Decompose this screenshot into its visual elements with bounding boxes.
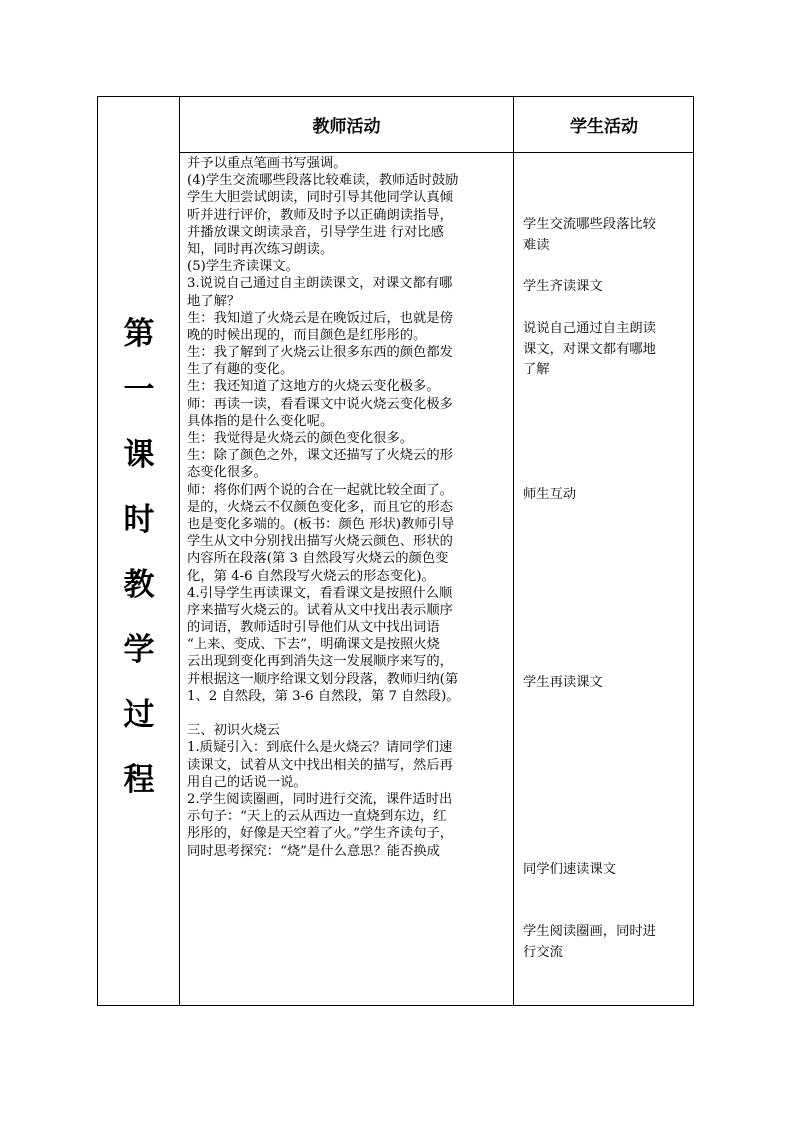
student-note-line: 同学们速读课文	[523, 862, 617, 877]
teacher-line: 同时思考探究：“烧”是什么意思？能否换成	[187, 843, 440, 859]
column-divider-right	[513, 97, 514, 1005]
teacher-line: 也是变化多端的。(板书：颜色 形状)教师引导	[187, 516, 455, 532]
side-label	[98, 97, 180, 1005]
teacher-line: 师：再读一读，看看课文中说火烧云变化极多	[187, 396, 453, 412]
teacher-line: 生：我还知道了这地方的火烧云变化极多。	[187, 379, 440, 395]
side-label-char: 程	[123, 762, 155, 798]
teacher-line: 生：我知道了火烧云是在晚饭过后，也就是傍	[187, 310, 453, 326]
teacher-line	[187, 705, 509, 722]
teacher-line: 4.引导学生再读课文，看看课文是按照什么顺	[187, 585, 453, 601]
teacher-line: 是的，火烧云不仅颜色变化多，而且它的形态	[187, 499, 453, 515]
student-note-line: 了解	[523, 362, 550, 377]
teacher-activity-header: 教师活动	[312, 117, 381, 137]
teacher-line: 3.说说自己通过自主朗读课文，对课文都有哪	[187, 276, 453, 292]
header-divider	[180, 152, 693, 153]
student-note-line: 学生齐读课文	[523, 279, 603, 294]
teacher-line: 学生大胆尝试朗读，同时引导其他同学认真倾	[187, 190, 453, 206]
student-note-line: 难读	[523, 237, 550, 253]
teacher-line: 学生从文中分别找出描写火烧云颜色、形状的	[187, 534, 453, 550]
student-note-line: 学生交流哪些段落比较	[523, 217, 656, 232]
teacher-line: 云出现到变化再到消失这一发展顺序来写的，	[187, 654, 453, 670]
teacher-line: 生：我觉得是火烧云的颜色变化很多。	[187, 431, 414, 446]
teacher-line: 生：我了解到了火烧云让很多东西的颜色都发	[187, 345, 453, 361]
teacher-line: 晚的时候出现的，而目颜色是红彤彤的。	[187, 327, 427, 343]
teacher-line: 并根据这一顺序给课文划分段落，教师归纳(第	[187, 671, 459, 687]
student-note	[523, 319, 691, 381]
teacher-line: (4)学生交流哪些段落比较难读，教师适时鼓励	[187, 173, 459, 189]
side-label-char: 课	[123, 437, 155, 473]
teacher-line: 知，同时再次练习朗读。	[187, 241, 334, 257]
side-label-char: 过	[123, 697, 155, 733]
student-note	[523, 673, 691, 694]
side-label-char: 一	[123, 372, 155, 408]
teacher-line: 化，第 4-6 自然段写火烧云的形态变化)。	[187, 568, 435, 584]
teacher-line: 生了有趣的变化。	[187, 362, 294, 378]
side-label-char: 教	[123, 567, 155, 603]
student-note	[523, 485, 691, 506]
teacher-line: 1、2 自然段，第 3-6 自然段，第 7 自然段)。	[187, 688, 460, 704]
student-note	[523, 860, 691, 881]
teacher-line: (5)学生齐读课文。	[187, 259, 299, 275]
teacher-activity-text	[187, 155, 509, 860]
student-activity-header: 学生活动	[570, 117, 638, 137]
student-note-line: 行交流	[523, 944, 563, 960]
side-label-char: 第	[123, 316, 155, 352]
teacher-line: 并播放课文朗读录音，引导学生进 行对比感	[187, 224, 444, 240]
teacher-line: 彤彤的，好像是天空着了火。”学生齐读句子，	[187, 826, 454, 842]
teacher-line: 师：将你们两个说的合在一起就比较全面了。	[187, 482, 453, 498]
side-label-char: 时	[123, 502, 155, 538]
teacher-line: 序来描写火烧云的。试着从文中找出表示顺序	[187, 602, 453, 618]
student-note	[523, 922, 691, 963]
student-note-line: 课文，对课文都有哪地	[523, 341, 656, 357]
student-note-line: 学生再读课文	[523, 675, 603, 690]
teacher-line: 听并进行评价，教师及时予以正确朗读指导，	[187, 207, 453, 223]
teacher-line: 1.质疑引入：到底什么是火烧云？请同学们速	[187, 740, 453, 756]
side-label-char: 学	[123, 632, 155, 668]
student-note-line: 师生互动	[523, 487, 577, 502]
teacher-line: 态变化很多。	[187, 465, 267, 481]
lesson-table	[97, 96, 694, 1006]
teacher-line: 的词语，教师适时引导他们从文中找出词语	[187, 620, 440, 636]
teacher-line: 三、初识火烧云	[187, 723, 281, 739]
teacher-line: 生：除了颜色之外，课文还描写了火烧云的形	[187, 448, 453, 464]
student-note	[523, 277, 691, 298]
student-note	[523, 215, 691, 256]
teacher-line: 并予以重点笔画书写强调。	[187, 156, 347, 171]
teacher-line: 用自己的话说一说。	[187, 774, 307, 790]
teacher-line: 读课文，试着从文中找出相关的描写，然后再	[187, 757, 453, 773]
teacher-line: 地了解？	[187, 293, 241, 309]
teacher-line: 具体指的是什么变化呢。	[187, 413, 334, 429]
student-note-line: 学生阅读圈画，同时进	[523, 924, 656, 939]
teacher-line: “上来、变成、下去”，明确课文是按照火烧	[187, 637, 440, 653]
teacher-line: 内容所在段落(第 3 自然段写火烧云的颜色变	[187, 551, 449, 567]
teacher-line: 2.学生阅读圈画，同时进行交流，课件适时出	[187, 791, 453, 807]
student-note-line: 说说自己通过自主朗读	[523, 321, 656, 336]
teacher-line: 示句子：“天上的云从西边一直烧到东边，红	[187, 809, 447, 825]
